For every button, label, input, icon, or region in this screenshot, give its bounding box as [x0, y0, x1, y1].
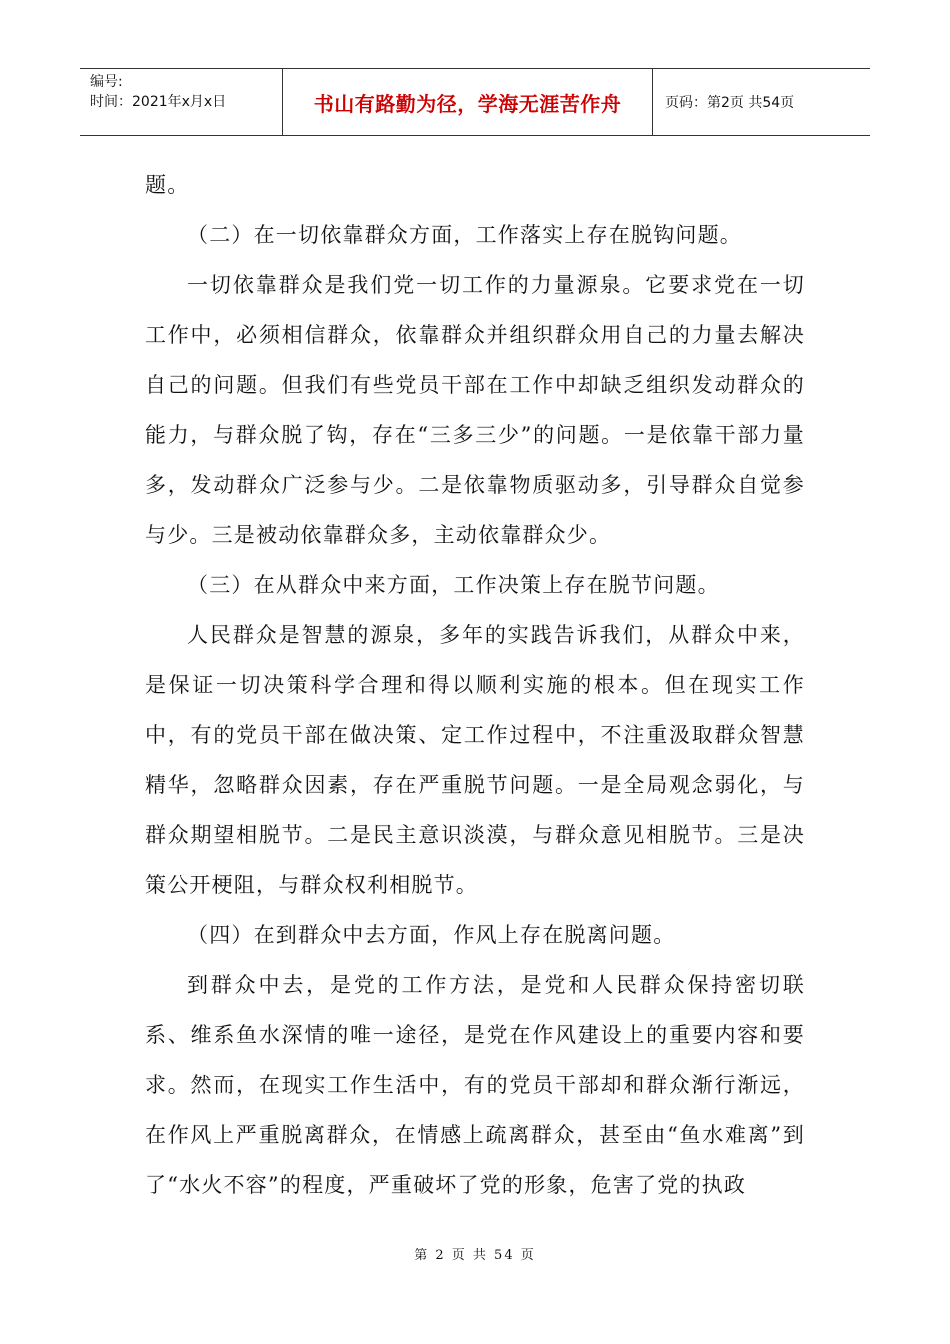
paragraph-continuation: 题。 [145, 173, 190, 197]
paragraph: 一切依靠群众是我们党一切工作的力量源泉。它要求党在一切工作中，必须相信群众，依靠群众并组织群众用自己的力量去解决自己的问题。但我们有些党员干部在工作中却缺乏组织发动群众的能力，与群众脱了钩，存在“三多三少”的问题。一是依靠干部力量多，发动群众广泛参与少。二是依靠物质驱动多，引导群众自觉参与少。三是被动依靠群众多，主动依靠群众少。 [145, 273, 805, 547]
paragraph: 到群众中去，是党的工作方法，是党和人民群众保持密切联系、维系鱼水深情的唯一途径，是党在作风建设上的重要内容和要求。然而，在现实工作生活中，有的党员干部却和群众渐行渐远，在作风上严重脱离群众，在情感上疏离群众，甚至由“鱼水难离”到了“水火不容”的程度，严重破坏了党的形象，危害了党的执政 [145, 973, 805, 1197]
page-footer: 第 2 页 共 54 页 [414, 1248, 536, 1263]
paragraph: 人民群众是智慧的源泉，多年的实践告诉我们，从群众中来，是保证一切决策科学合理和得以顺利实施的根本。但在现实工作中，有的党员干部在做决策、定工作过程中，不注重汲取群众智慧精华，忽略群众因素，存在严重脱节问题。一是全局观念弱化，与群众期望相脱节。二是民主意识淡漠，与群众意见相脱节。三是决策公开梗阻，与群众权利相脱节。 [145, 623, 805, 897]
header-page-info: 页码：第2页 共54页 [665, 95, 795, 111]
document-header [80, 68, 870, 136]
section-heading-4: （四）在到群众中去方面，作风上存在脱离问题。 [187, 923, 676, 947]
header-meta [80, 69, 283, 135]
document-body [145, 160, 805, 1210]
header-motto: 书山有路勤为径，学海无涯苦作舟 [283, 69, 653, 135]
time-label: 时间：2021年x月x日 [90, 94, 227, 110]
section-heading-3: （三）在从群众中来方面，工作决策上存在脱节问题。 [187, 573, 720, 597]
section-heading-2: （二）在一切依靠群众方面，工作落实上存在脱钩问题。 [187, 223, 742, 247]
number-label: 编号: [90, 74, 123, 90]
